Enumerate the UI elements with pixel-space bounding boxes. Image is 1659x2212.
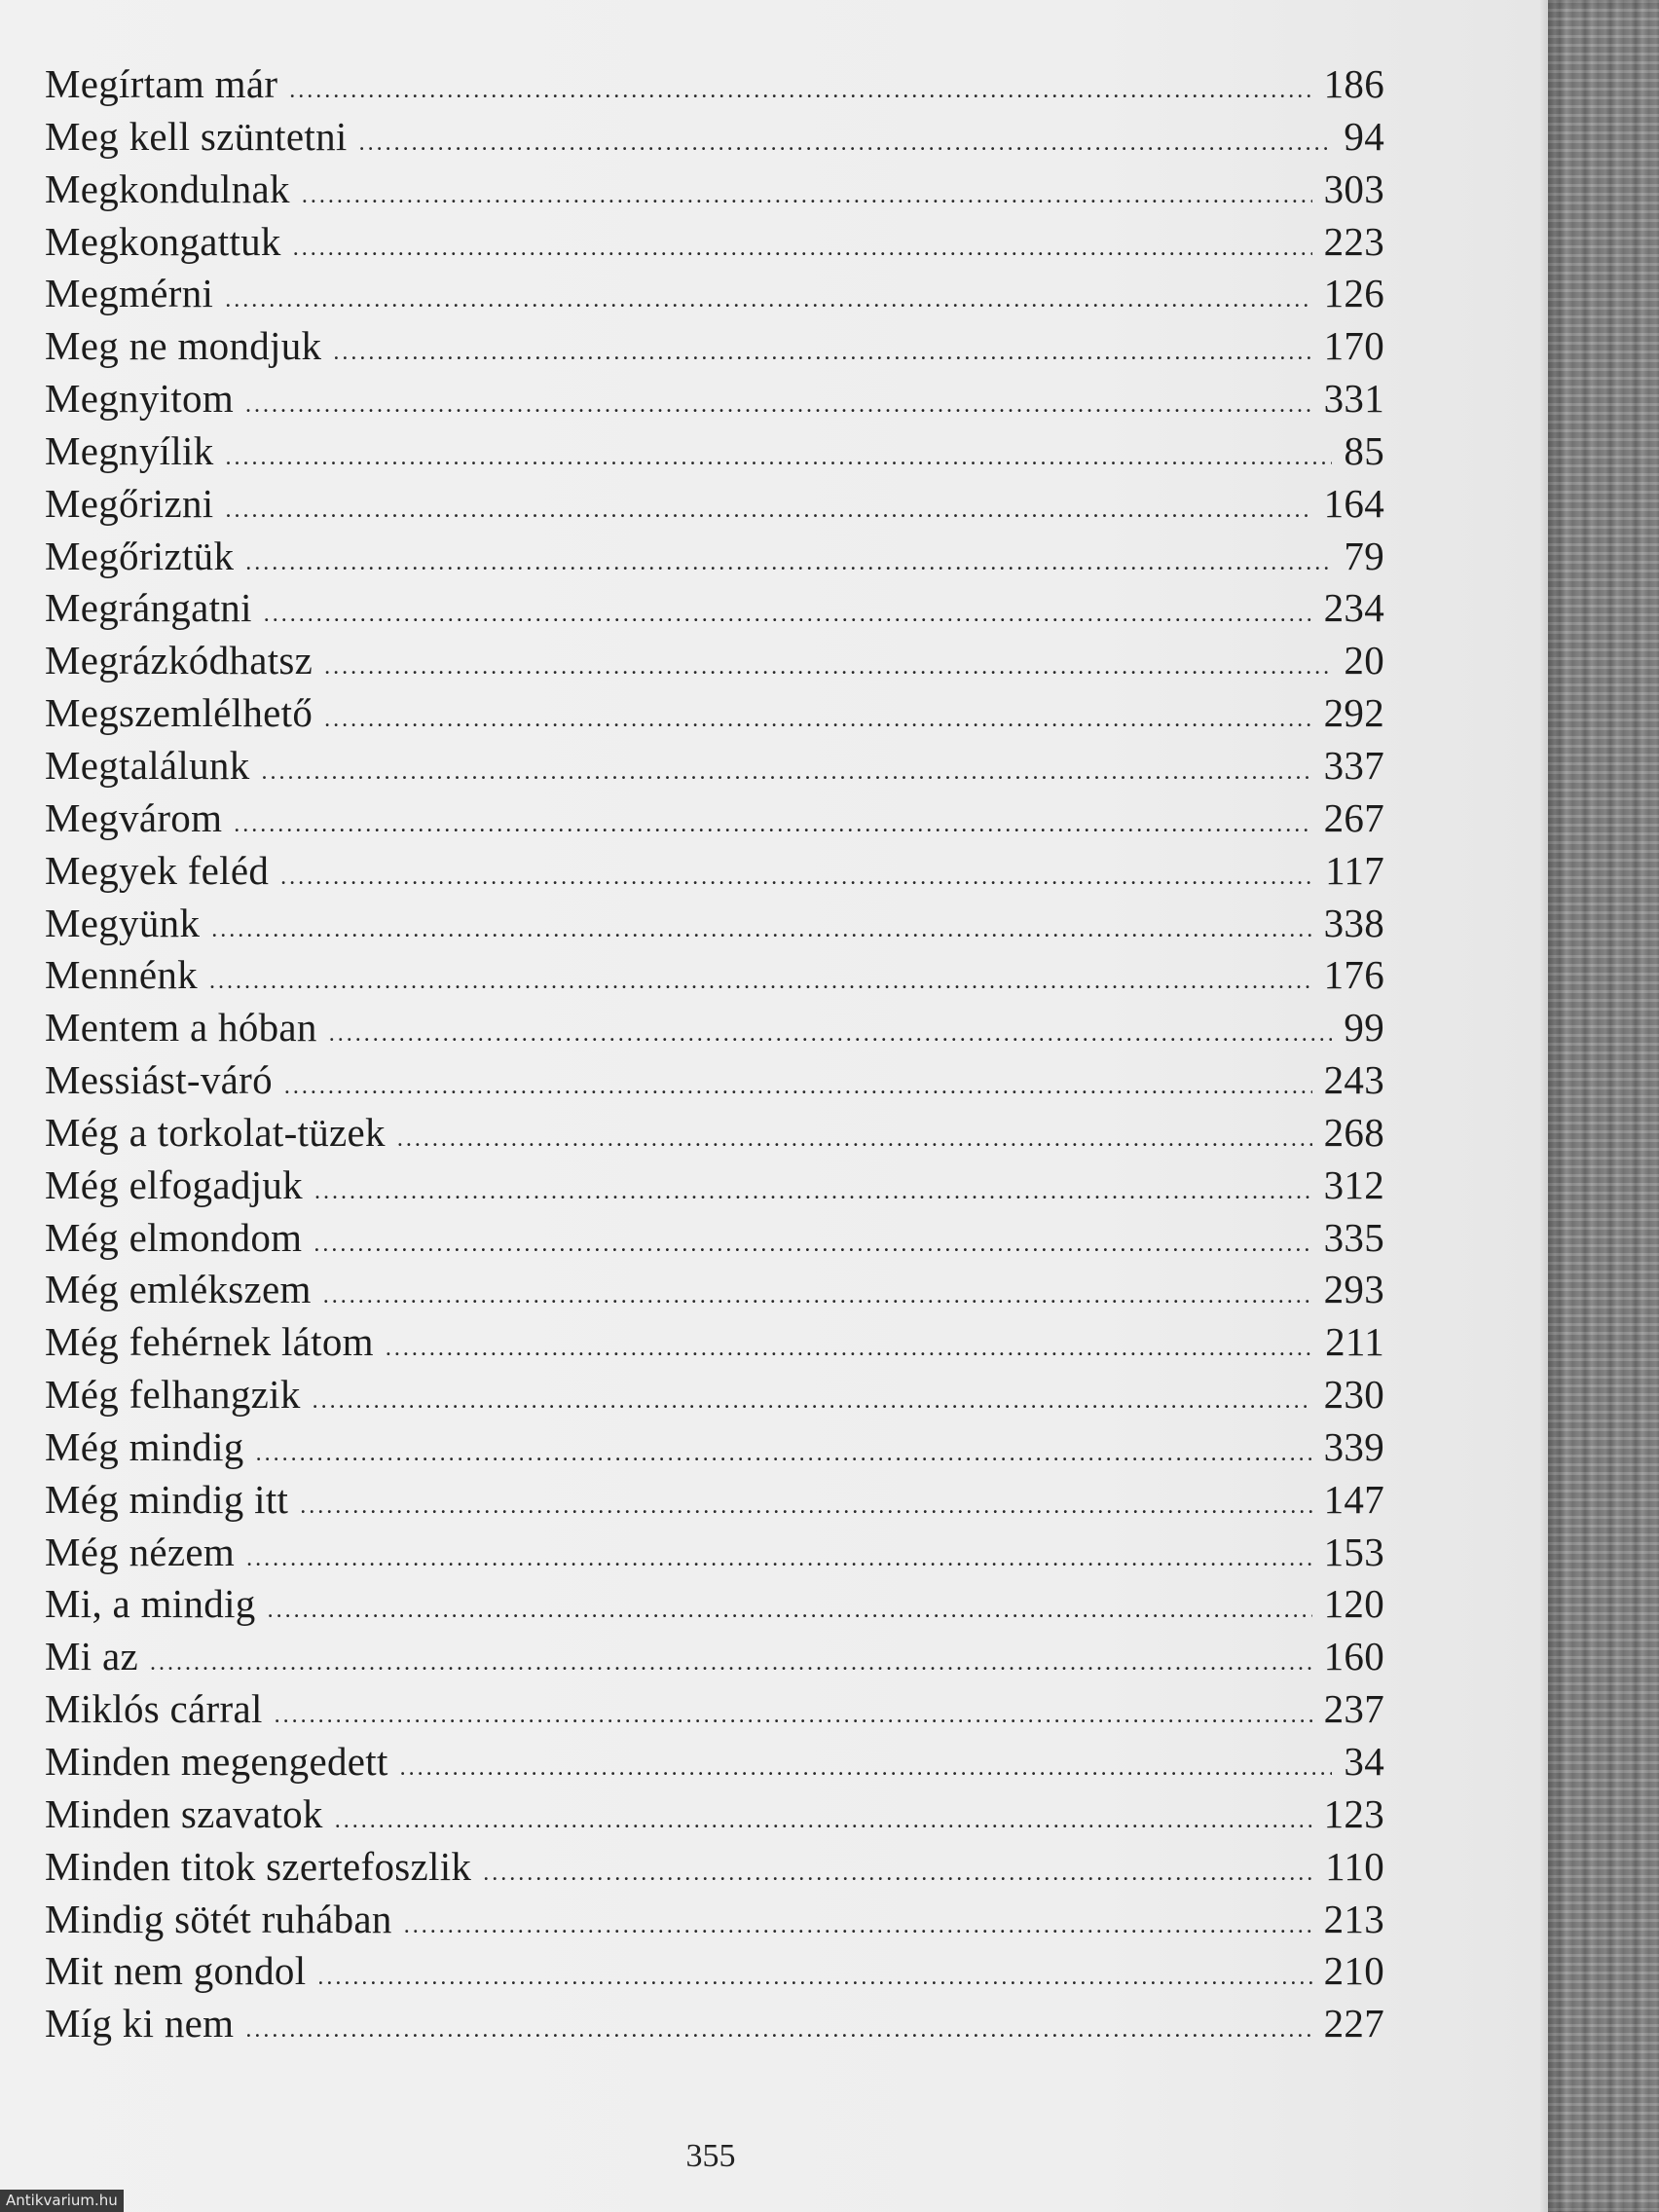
entry-title: Megyek feléd [45,847,270,893]
index-entry [45,1998,1384,2050]
entry-title: Megrázkódhatsz [45,638,313,683]
dot-leader [314,1166,1312,1219]
entry-page-number: 338 [1323,900,1384,945]
entry-page-number: 213 [1323,1896,1384,1941]
entry-page-number: 335 [1323,1214,1384,1260]
dot-leader [386,1323,1313,1376]
entry-page-number: 176 [1323,952,1384,998]
entry-page-number: 237 [1323,1686,1384,1732]
entry-title: Megnyílik [45,427,214,473]
entry-title: Miklós cárral [45,1686,263,1732]
dot-leader [246,1533,1312,1586]
entry-title: Megkongattuk [45,218,281,264]
dot-leader [245,2005,1311,2057]
index-entry [45,1421,1384,1474]
index-entry [45,216,1384,269]
index-entry [45,635,1384,687]
index-entry [45,1841,1384,1894]
entry-title: Mennénk [45,952,198,998]
entry-title: Még mindig [45,1423,244,1469]
entry-page-number: 230 [1323,1372,1384,1418]
entry-page-number: 227 [1323,2001,1384,2046]
index-entry [45,1474,1384,1527]
entry-title: Mi az [45,1634,138,1679]
entry-title: Megőrizni [45,480,214,526]
entry-page-number: 292 [1323,690,1384,736]
entry-title: Még mindig itt [45,1476,289,1522]
index-entry [45,898,1384,950]
entry-title: Megmérni [45,271,214,316]
entry-page-number: 110 [1325,1843,1384,1889]
entry-page-number: 79 [1344,533,1384,578]
index-entry [45,1736,1384,1788]
entry-page-number: 303 [1323,166,1384,211]
entry-title: Megszemlélhető [45,690,313,736]
index-entry [45,793,1384,845]
entry-title: Még felhangzik [45,1372,301,1418]
entry-page-number: 160 [1323,1634,1384,1679]
entry-title: Minden titok szertefoszlik [45,1843,472,1889]
entry-page-number: 117 [1325,847,1384,893]
index-entry [45,1054,1384,1107]
index-entry [45,320,1384,373]
index-entry [45,268,1384,320]
entry-title: Megyünk [45,900,201,945]
entry-page-number: 339 [1323,1423,1384,1469]
entry-title: Még elmondom [45,1214,303,1260]
source-watermark: Antikvarium.hu [0,2190,124,2212]
entry-page-number: 210 [1323,1948,1384,1994]
dot-leader [275,1690,1312,1743]
entry-title: Megírtam már [45,61,278,106]
index-entry [45,1369,1384,1421]
entry-title: Még fehérnek látom [45,1319,374,1365]
dot-leader [289,65,1311,118]
dot-leader [300,1481,1311,1533]
index-entry [45,1683,1384,1736]
entry-page-number: 164 [1323,480,1384,526]
entry-page-number: 312 [1323,1161,1384,1207]
dot-leader [150,1638,1312,1690]
dot-leader [313,1219,1311,1272]
poem-index [45,58,1384,2050]
entry-title: Meg ne mondjuk [45,323,322,369]
entry-page-number: 147 [1323,1476,1384,1522]
entry-title: Még emlékszem [45,1267,312,1312]
index-entry [45,478,1384,531]
index-entry [45,582,1384,635]
index-entry [45,1316,1384,1369]
dot-leader [245,537,1332,590]
entry-page-number: 170 [1323,323,1384,369]
dot-leader [293,223,1312,276]
dot-leader [483,1848,1313,1900]
dot-leader [400,1743,1333,1795]
entry-page-number: 186 [1323,61,1384,106]
index-entry [45,1578,1384,1631]
dot-leader [234,799,1311,852]
dot-leader [329,1009,1333,1061]
entry-title: Míg ki nem [45,2001,235,2046]
index-entry [45,845,1384,898]
dot-leader [335,1795,1312,1848]
book-spine [1548,0,1659,2212]
entry-title: Megőriztük [45,533,235,578]
index-entry [45,1945,1384,1998]
dot-leader [268,1585,1312,1638]
dot-leader [256,1428,1312,1481]
dot-leader [284,1061,1312,1114]
index-entry [45,1264,1384,1316]
index-entry [45,111,1384,164]
entry-title: Mi, a mindig [45,1581,256,1627]
index-entry [45,58,1384,111]
index-entry [45,164,1384,216]
entry-page-number: 223 [1323,218,1384,264]
dot-leader [245,380,1312,432]
entry-page-number: 267 [1323,794,1384,840]
entry-title: Még elfogadjuk [45,1161,303,1207]
dot-leader [209,956,1312,1009]
index-entry [45,1894,1384,1946]
entry-page-number: 153 [1323,1529,1384,1574]
dot-leader [226,432,1333,485]
dot-leader [211,904,1311,957]
page-edge [1540,0,1548,2212]
entry-title: Megrángatni [45,585,252,631]
entry-page-number: 85 [1344,427,1384,473]
index-entry [45,740,1384,793]
entry-title: Még nézem [45,1529,236,1574]
index-entry [45,1107,1384,1160]
entry-page-number: 99 [1344,1005,1384,1051]
dot-leader [280,852,1313,904]
entry-page-number: 293 [1323,1267,1384,1312]
dot-leader [225,275,1311,327]
entry-page-number: 126 [1323,271,1384,316]
dot-leader [226,485,1312,537]
entry-title: Megkondulnak [45,166,290,211]
dot-leader [323,1271,1312,1323]
dot-leader [324,694,1311,747]
page-number: 355 [685,2138,736,2174]
entry-title: Minden megengedett [45,1739,388,1784]
index-entry [45,1527,1384,1579]
entry-page-number: 243 [1323,1057,1384,1103]
index-entry [45,949,1384,1002]
dot-leader [397,1114,1312,1166]
entry-page-number: 34 [1344,1739,1384,1784]
dot-leader [317,1952,1311,2005]
index-entry [45,687,1384,740]
index-entry [45,1160,1384,1212]
entry-title: Messiást-váró [45,1057,273,1103]
index-entry [45,425,1384,478]
entry-page-number: 211 [1325,1319,1384,1365]
entry-page-number: 268 [1323,1109,1384,1155]
entry-title: Még a torkolat-tüzek [45,1109,386,1155]
entry-title: Mit nem gondol [45,1948,307,1994]
index-entry [45,1788,1384,1841]
entry-title: Megtalálunk [45,742,250,788]
entry-title: Megvárom [45,794,223,840]
dot-leader [333,327,1311,380]
entry-title: Mentem a hóban [45,1005,317,1051]
dot-leader [324,642,1332,694]
entry-title: Meg kell szüntetni [45,113,348,159]
entry-page-number: 120 [1323,1581,1384,1627]
index-entry [45,373,1384,425]
dot-leader [313,1376,1312,1428]
entry-page-number: 20 [1344,638,1384,683]
dot-leader [359,118,1333,170]
index-entry [45,531,1384,583]
entry-page-number: 94 [1344,113,1384,159]
entry-title: Minden szavatok [45,1790,323,1836]
index-entry [45,1631,1384,1683]
index-entry [45,1002,1384,1054]
dot-leader [302,170,1312,223]
entry-page-number: 123 [1323,1790,1384,1836]
entry-page-number: 337 [1323,742,1384,788]
index-entry [45,1212,1384,1265]
dot-leader [404,1900,1312,1953]
entry-page-number: 234 [1323,585,1384,631]
dot-leader [262,747,1312,799]
entry-page-number: 331 [1323,376,1384,422]
entry-title: Mindig sötét ruhában [45,1896,392,1941]
entry-title: Megnyitom [45,376,235,422]
dot-leader [264,589,1312,642]
